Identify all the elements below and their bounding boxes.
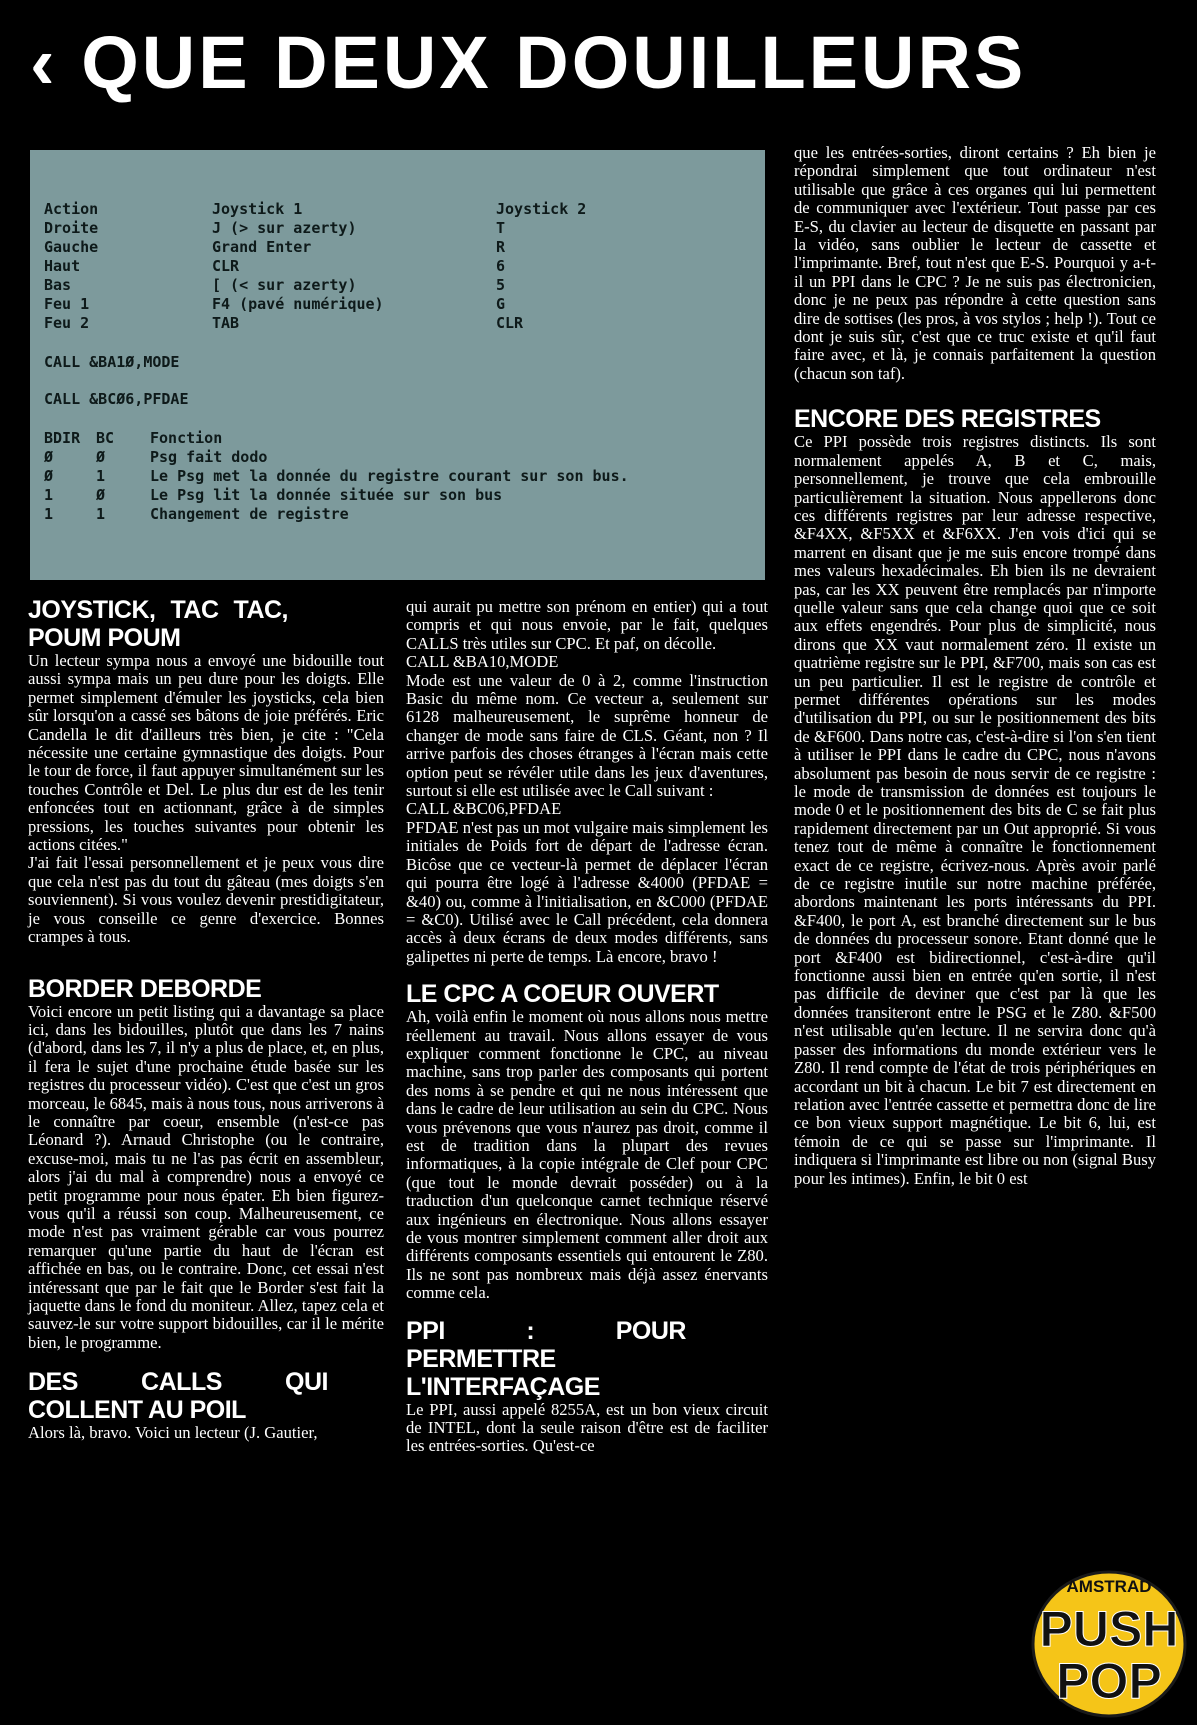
screen-cell: CLR xyxy=(212,257,240,275)
paragraph: Un lecteur sympa nous a envoyé une bidouille tout aussi sympa mais un peu dure pour les doigts. Elle permet simplement d'émuler les joysticks, cela bien sûr lorsqu'on a cassé ses bâtons de joie préférés. Eric Candella le dit d'ailleurs très bien, je cite : "Cela nécessite une certaine gymnastique des doigts. Pour le tour de force, il faut appuyer simultanément sur les touches Contrôle et Del. Le plus dur est de les tenir enfoncées tout en actionnant, grâce à de simples pressions, les touches suivantes pour obtenir les actions citées." xyxy=(28,651,384,855)
screen-cell: J (> sur azerty) xyxy=(212,219,357,237)
screen-table-header: BDIR xyxy=(44,429,81,447)
screen-table-header: BC xyxy=(96,429,115,447)
paragraph: Le PPI, aussi appelé 8255A, est un bon vieux circuit de INTEL, dont la seule raison d'être est de faciliter les entrées-sorties. Qu'est-ce xyxy=(406,1399,768,1456)
column-3 xyxy=(794,144,1156,1188)
heading-calls: DES CALLS QUI COLLENT AU POIL xyxy=(28,1368,328,1425)
paragraph: J'ai fait l'essai personnellement et je peux vous dire que cela n'est pas du tout du gâteau (mes doigts s'en souviennent). Si vous voulez devenir prestidigitateur, je vous conseille ce genre d'exercice. Bonnes crampes à tous. xyxy=(28,853,384,947)
heading-registres: ENCORE DES REGISTRES xyxy=(794,405,1101,434)
screen-table-cell: 1 xyxy=(44,486,54,504)
screen-table-cell: Le Psg lit la donnée située sur son bus xyxy=(150,486,503,504)
screen-cell: Action xyxy=(44,200,99,218)
screen-cell: Joystick 1 xyxy=(212,200,303,218)
screen-table-cell: Ø xyxy=(96,448,106,466)
screen-table-cell: Ø xyxy=(96,486,106,504)
paragraph: Mode est une valeur de 0 à 2, comme l'instruction Basic du même nom. Ce vecteur a, seulement sur 6128 malheureusement, le suprême honneur de changer de mode sans faire de CLS. Géant, non ? Il arrive parfois des choses étranges à l'écran mais cette option peut se révéler utile dans les jeux d'aventures, surtout si elle est utilisée avec le Call suivant : xyxy=(406,670,768,801)
screen-call-line: CALL &BCØ6,PFDAE xyxy=(44,390,189,408)
screen-cell: [ (< sur azerty) xyxy=(212,276,357,294)
screen-cell: TAB xyxy=(212,314,240,332)
screen-cell: Bas xyxy=(44,276,72,294)
screen-cell: Feu 1 xyxy=(44,295,90,313)
heading-ppi: PPI : POUR PERMETTRE L'INTERFAÇAGE xyxy=(406,1316,686,1401)
svg-text:AMSTRAD: AMSTRAD xyxy=(1066,1577,1152,1596)
screen-table-cell: Changement de registre xyxy=(150,505,349,523)
screen-cell: CLR xyxy=(496,314,524,332)
screen-cell: Haut xyxy=(44,257,81,275)
svg-text:PUSH: PUSH xyxy=(1039,1601,1179,1657)
page-title: ‹ QUE DEUX DOUILLEURS xyxy=(30,21,1027,104)
screen-cell: R xyxy=(496,238,506,256)
paragraph: Alors là, bravo. Voici un lecteur (J. Gautier, xyxy=(28,1423,318,1443)
screen-table-cell: 1 xyxy=(96,467,106,485)
heading-cpc: LE CPC A COEUR OUVERT xyxy=(406,980,719,1009)
screen-table-cell: Ø xyxy=(44,448,54,466)
column-1 xyxy=(28,596,384,1443)
screen-cell: Joystick 2 xyxy=(496,200,587,218)
screen-cell: Feu 2 xyxy=(44,314,90,332)
screen-table-cell: 1 xyxy=(44,505,54,523)
screen-listing xyxy=(30,150,765,580)
heading-border: BORDER DEBORDE xyxy=(28,974,262,1003)
screen-table-cell: Psg fait dodo xyxy=(150,448,268,466)
screen-cell: F4 (pavé numérique) xyxy=(212,295,384,313)
paragraph: que les entrées-sorties, diront certains ? Eh bien je répondrai simplement que tout ordinateur n'est utilisable que grâce à ces organes qui lui permettent de communiquer avec l'extérieur. Tout passe par ces E-S, du clavier au lecteur de disquette en passant par la vidéo, sans oublier le lecteur de cassette et l'imprimante. Bref, tout n'est que E-S. Pourquoi y a-t-il un PPI dans le CPC ? Je ne suis pas électronicien, donc je ne peux pas répondre à cette question sans dire de sottises (les pros, à vos stylos ; help !). Tout ce dont je suis sûr, c'est que ce truc existe et qu'il faut faire avec, et là, je connais parfaitement la question (chacun son taf). xyxy=(794,143,1156,383)
code-line: CALL &BA10,MODE xyxy=(406,652,559,672)
screen-call-line: CALL &BA1Ø,MODE xyxy=(44,353,180,371)
screen-cell: T xyxy=(496,219,506,237)
screen-table-cell: Ø xyxy=(44,467,54,485)
screen-table-cell: Le Psg met la donnée du registre courant sur son bus. xyxy=(150,467,629,485)
push-pop-logo xyxy=(1028,1560,1190,1720)
screen-table-header: Fonction xyxy=(150,429,223,447)
paragraph: Voici encore un petit listing qui a davantage sa place ici, dans les bidouilles, plutôt que dans les 7 nains (d'abord, dans les 7, il n'y a plus de place, et, en plus, il fera le sujet d'une prochaine étude basée sur les registres du processeur vidéo). C'est que c'est un gros morceau, le 6845, mais à nous tous, nous arriverons à le connaître par coeur, ensemble (n'est-ce pas Léonard ?). Arnaud Christophe (ou le contraire, excuse-moi, mais tu ne l'as pas écrit en assembleur, alors j'ai du mal à comprendre) nous a envoyé ce petit programme pour nous épater. Eh bien figurez-vous qu'il a réussi son coup. Malheureusement, ce mode n'est pas vraiment gérable car vous pourrez remarquer qu'une partie du haut de l'écran est affichée en bas, ou le contraire. Donc, cet essai n'est intéressant que par le fait que le Border s'est fait la jaquette dans le fond du moniteur. Allez, tapez cela et sauvez-le sur votre support bidouilles, car il le mérite bien, le programme. xyxy=(28,1001,384,1352)
heading-joystick: JOYSTICK, TAC TAC, POUM POUM xyxy=(28,596,288,652)
paragraph: Ah, voilà enfin le moment où nous allons nous mettre réellement au travail. Nous allons essayer de vous expliquer comment fonctionne le CPC, au niveau machine, sans trop parler des composants qui portent des noms à se pendre et qui ne nous intéressent que dans le cadre de leur utilisation au sein du CPC. Nous vous prévenons que vous n'aurez pas droit, comme il est de tradition dans la plupart des revues informatiques, à la copie intégrale de Clef pour CPC (que tout le monde devrait posséder) ou à la traduction d'un quelconque carnet technique réservé aux ingénieurs en électronique. Nous allons essayer de vous montrer simplement comment aller droit aux différents composants essentiels qui entourent le Z80. Ils ne sont pas nombreux mais déjà assez énervants comme cela. xyxy=(406,1007,768,1303)
screen-table-cell: 1 xyxy=(96,505,106,523)
screen-cell: Gauche xyxy=(44,238,99,256)
paragraph: Ce PPI possède trois registres distincts. Ils sont normalement appelés A, B et C, mais, personnellement, je trouve que cela embrouille particulièrement la situation. Nous appellerons donc ces différents registres par leur adresse respective, &F4XX, &F5XX et &F6XX. J'en vois d'ici qui se marrent en disant que je me suis encore trompé dans mes valeurs hexadécimales. Eh bien ils ne devraient pas, car les XX peuvent être remplacés par n'importe quelle valeur sans que cela change quoi que ce soit aux effets engendrés. Pour plus de simplicité, nous dirons que XX vaut normalement zéro. Il existe un quatrième registre sur le PPI, &F700, mais son cas est un peu particulier. Il est le registre de contrôle et permet différentes opérations sur les modes d'utilisation du PPI, ou sur le positionnement des bits de &F600. Dans notre cas, c'est-à-dire si l'on s'en tient à utiliser le PPI dans le cadre du CPC, nous n'avons absolument pas besoin de nous servir de ce registre : le mode de transmission de données est toujours le mode 0 et le positionnement des bits de C se fait plus rapidement directement par un Out approprié. Si vous tenez tout de même à connaître le fonctionnement exact de ce registre, écrivez-nous. Après avoir parlé de ce registre inutile sur notre machine préférée, abordons maintenant les ports intéressants du PPI. &F400, le port A, est branché directement sur le bus de données du processeur sonore. Etant donné que le port &F400 est bidirectionnel, c'est-à-dire qu'il fonctionne aussi bien en entrée qu'en sortie, il n'est pas difficile de deviner que c'est par là que les données transiteront entre le PSG et le Z80. &F500 n'est utilisable qu'en lecture. Il ne servira donc qu'à passer des informations du monde extérieur vers le Z80. Il rend compte de l'état de trois périphériques en accordant un bit à chacun. Le bit 7 est directement en relation avec l'entrée cassette et permettra donc de lire ce bon vieux support magnétique. Le bit 6, lui, est témoin de ce qui se passe sur l'imprimante. Il indiquera si l'imprimante est libre ou non (signal Busy pour les intimes). Enfin, le bit 0 est xyxy=(794,432,1156,1188)
screen-cell: G xyxy=(496,295,506,313)
column-2 xyxy=(406,598,768,1456)
screen-cell: Grand Enter xyxy=(212,238,312,256)
svg-text:POP: POP xyxy=(1056,1653,1162,1709)
code-line: CALL &BC06,PFDAE xyxy=(406,799,562,819)
screen-cell: 6 xyxy=(496,257,506,275)
screen-cell: 5 xyxy=(496,276,506,294)
paragraph: PFDAE n'est pas un mot vulgaire mais simplement les initiales de Poids fort de départ de l'adresse écran. Bicôse que ce vecteur-là permet de déplacer l'écran qui pourra être logé à l'adresse &4000 (PFDAE = &40) ou, comme à l'initialisation, en &C000 (PFDAE = &C0). Utilisé avec le Call précédent, cela donnera accès à deux écrans de deux modes différents, sans galipettes ni perte de temps. Là encore, bravo ! xyxy=(406,817,768,966)
paragraph: qui aurait pu mettre son prénom en entier) qui a tout compris et qui nous envoie, par le fait, quelques CALLS très utiles sur CPC. Et paf, on décolle. xyxy=(406,597,768,653)
screen-cell: Droite xyxy=(44,219,99,237)
